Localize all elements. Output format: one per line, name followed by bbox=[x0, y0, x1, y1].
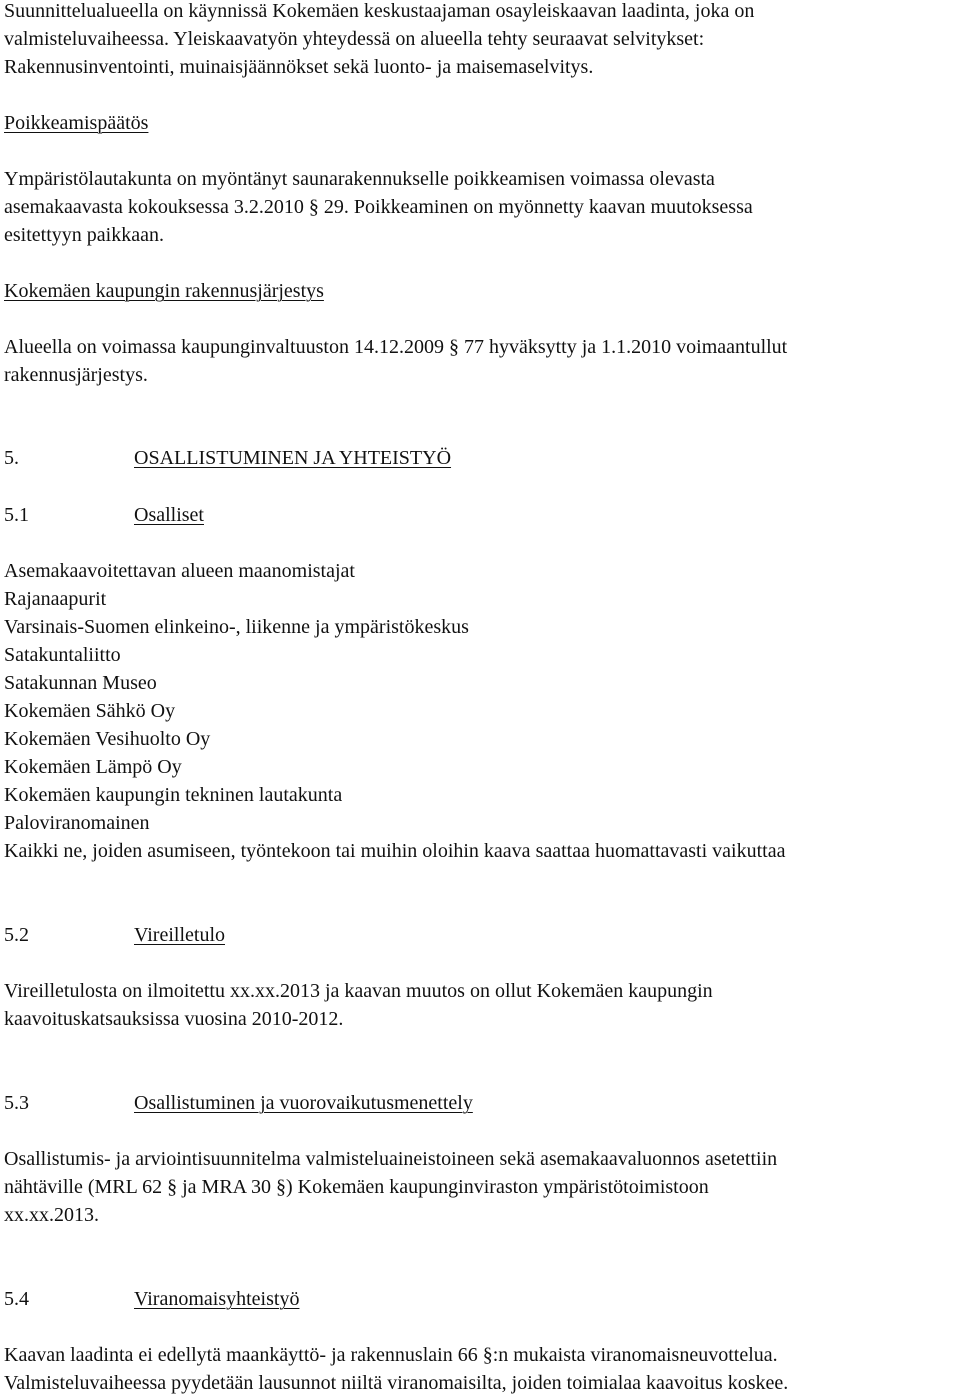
section-5-4-title: Viranomaisyhteistyö bbox=[134, 1288, 300, 1310]
section-5-title: OSALLISTUMINEN JA YHTEISTYÖ bbox=[134, 447, 452, 469]
osalliset-item: Varsinais-Suomen elinkeino-, liikenne ja ympäristökeskus bbox=[4, 616, 469, 638]
osalliset-item: Kokemäen Sähkö Oy bbox=[4, 700, 176, 722]
poikkeamis-line-2: asemakaavasta kokouksessa 3.2.2010 § 29. Poikkeaminen on myönnetty kaavan muutoksessa bbox=[4, 196, 753, 218]
osalliset-item: Satakuntaliitto bbox=[4, 644, 121, 666]
section-5-number: 5. bbox=[4, 447, 19, 469]
osalliset-item: Asemakaavoitettavan alueen maanomistajat bbox=[4, 560, 355, 582]
section-5-1-title: Osalliset bbox=[134, 504, 204, 526]
poikkeamis-line-1: Ympäristölautakunta on myöntänyt saunarakennukselle poikkeamisen voimassa olevasta bbox=[4, 168, 715, 190]
section-5-3-heading bbox=[4, 1089, 473, 1117]
viranomais-line-2: Valmisteluvaiheessa pyydetään lausunnot niiltä viranomaisilta, joiden toimialaa kaavoitus koskee. bbox=[4, 1372, 789, 1394]
section-5-2-title: Vireilletulo bbox=[134, 924, 225, 946]
osallistuminen-line-1: Osallistumis- ja arviointisuunnitelma valmisteluaineistoineen sekä asemakaavaluonnos asetettiin bbox=[4, 1148, 778, 1170]
poikkeamis-heading: Poikkeamispäätös bbox=[4, 112, 149, 134]
osalliset-item: Satakunnan Museo bbox=[4, 672, 157, 694]
section-5-heading bbox=[4, 444, 451, 472]
osalliset-item: Kokemäen Vesihuolto Oy bbox=[4, 728, 211, 750]
rakennusjarjestys-heading: Kokemäen kaupungin rakennusjärjestys bbox=[4, 280, 324, 302]
osalliset-item: Kokemäen Lämpö Oy bbox=[4, 756, 182, 778]
poikkeamis-line-3: esitettyyn paikkaan. bbox=[4, 224, 164, 246]
osallistuminen-line-3: xx.xx.2013. bbox=[4, 1204, 99, 1226]
osalliset-item: Kaikki ne, joiden asumiseen, työntekoon tai muihin oloihin kaava saattaa huomattavasti vaikuttaa bbox=[4, 840, 786, 862]
section-5-2-heading bbox=[4, 921, 225, 949]
section-5-4-heading bbox=[4, 1285, 299, 1313]
section-5-4-number: 5.4 bbox=[4, 1288, 29, 1310]
vireilletulo-line-1: Vireilletulosta on ilmoitettu xx.xx.2013 ja kaavan muutos on ollut Kokemäen kaupungin bbox=[4, 980, 713, 1002]
intro-line-1: Suunnittelualueella on käynnissä Kokemäen keskustaajaman osayleiskaavan laadinta, joka on bbox=[4, 0, 755, 22]
section-5-3-number: 5.3 bbox=[4, 1092, 29, 1114]
viranomais-line-1: Kaavan laadinta ei edellytä maankäyttö- ja rakennuslain 66 §:n mukaista viranomaisneuvottelua. bbox=[4, 1344, 778, 1366]
section-5-1-number: 5.1 bbox=[4, 504, 29, 526]
intro-line-3: Rakennusinventointi, muinaisjäännökset sekä luonto- ja maisemaselvitys. bbox=[4, 56, 594, 78]
vireilletulo-line-2: kaavoituskatsauksissa vuosina 2010-2012. bbox=[4, 1008, 344, 1030]
section-5-3-title: Osallistuminen ja vuorovaikutusmenettely bbox=[134, 1092, 473, 1114]
intro-line-2: valmisteluvaiheessa. Yleiskaavatyön yhteydessä on alueella tehty seuraavat selvitykset: bbox=[4, 28, 705, 50]
osallistuminen-line-2: nähtäville (MRL 62 § ja MRA 30 §) Kokemäen kaupunginviraston ympäristötoimistoon bbox=[4, 1176, 709, 1198]
osalliset-item: Kokemäen kaupungin tekninen lautakunta bbox=[4, 784, 343, 806]
osalliset-item: Rajanaapurit bbox=[4, 588, 107, 610]
section-5-1-heading bbox=[4, 501, 204, 529]
rakennusjarjestys-line-2: rakennusjärjestys. bbox=[4, 364, 148, 386]
rakennusjarjestys-line-1: Alueella on voimassa kaupunginvaltuuston 14.12.2009 § 77 hyväksytty ja 1.1.2010 voimaantullut bbox=[4, 336, 788, 358]
osalliset-item: Paloviranomainen bbox=[4, 812, 150, 834]
section-5-2-number: 5.2 bbox=[4, 924, 29, 946]
